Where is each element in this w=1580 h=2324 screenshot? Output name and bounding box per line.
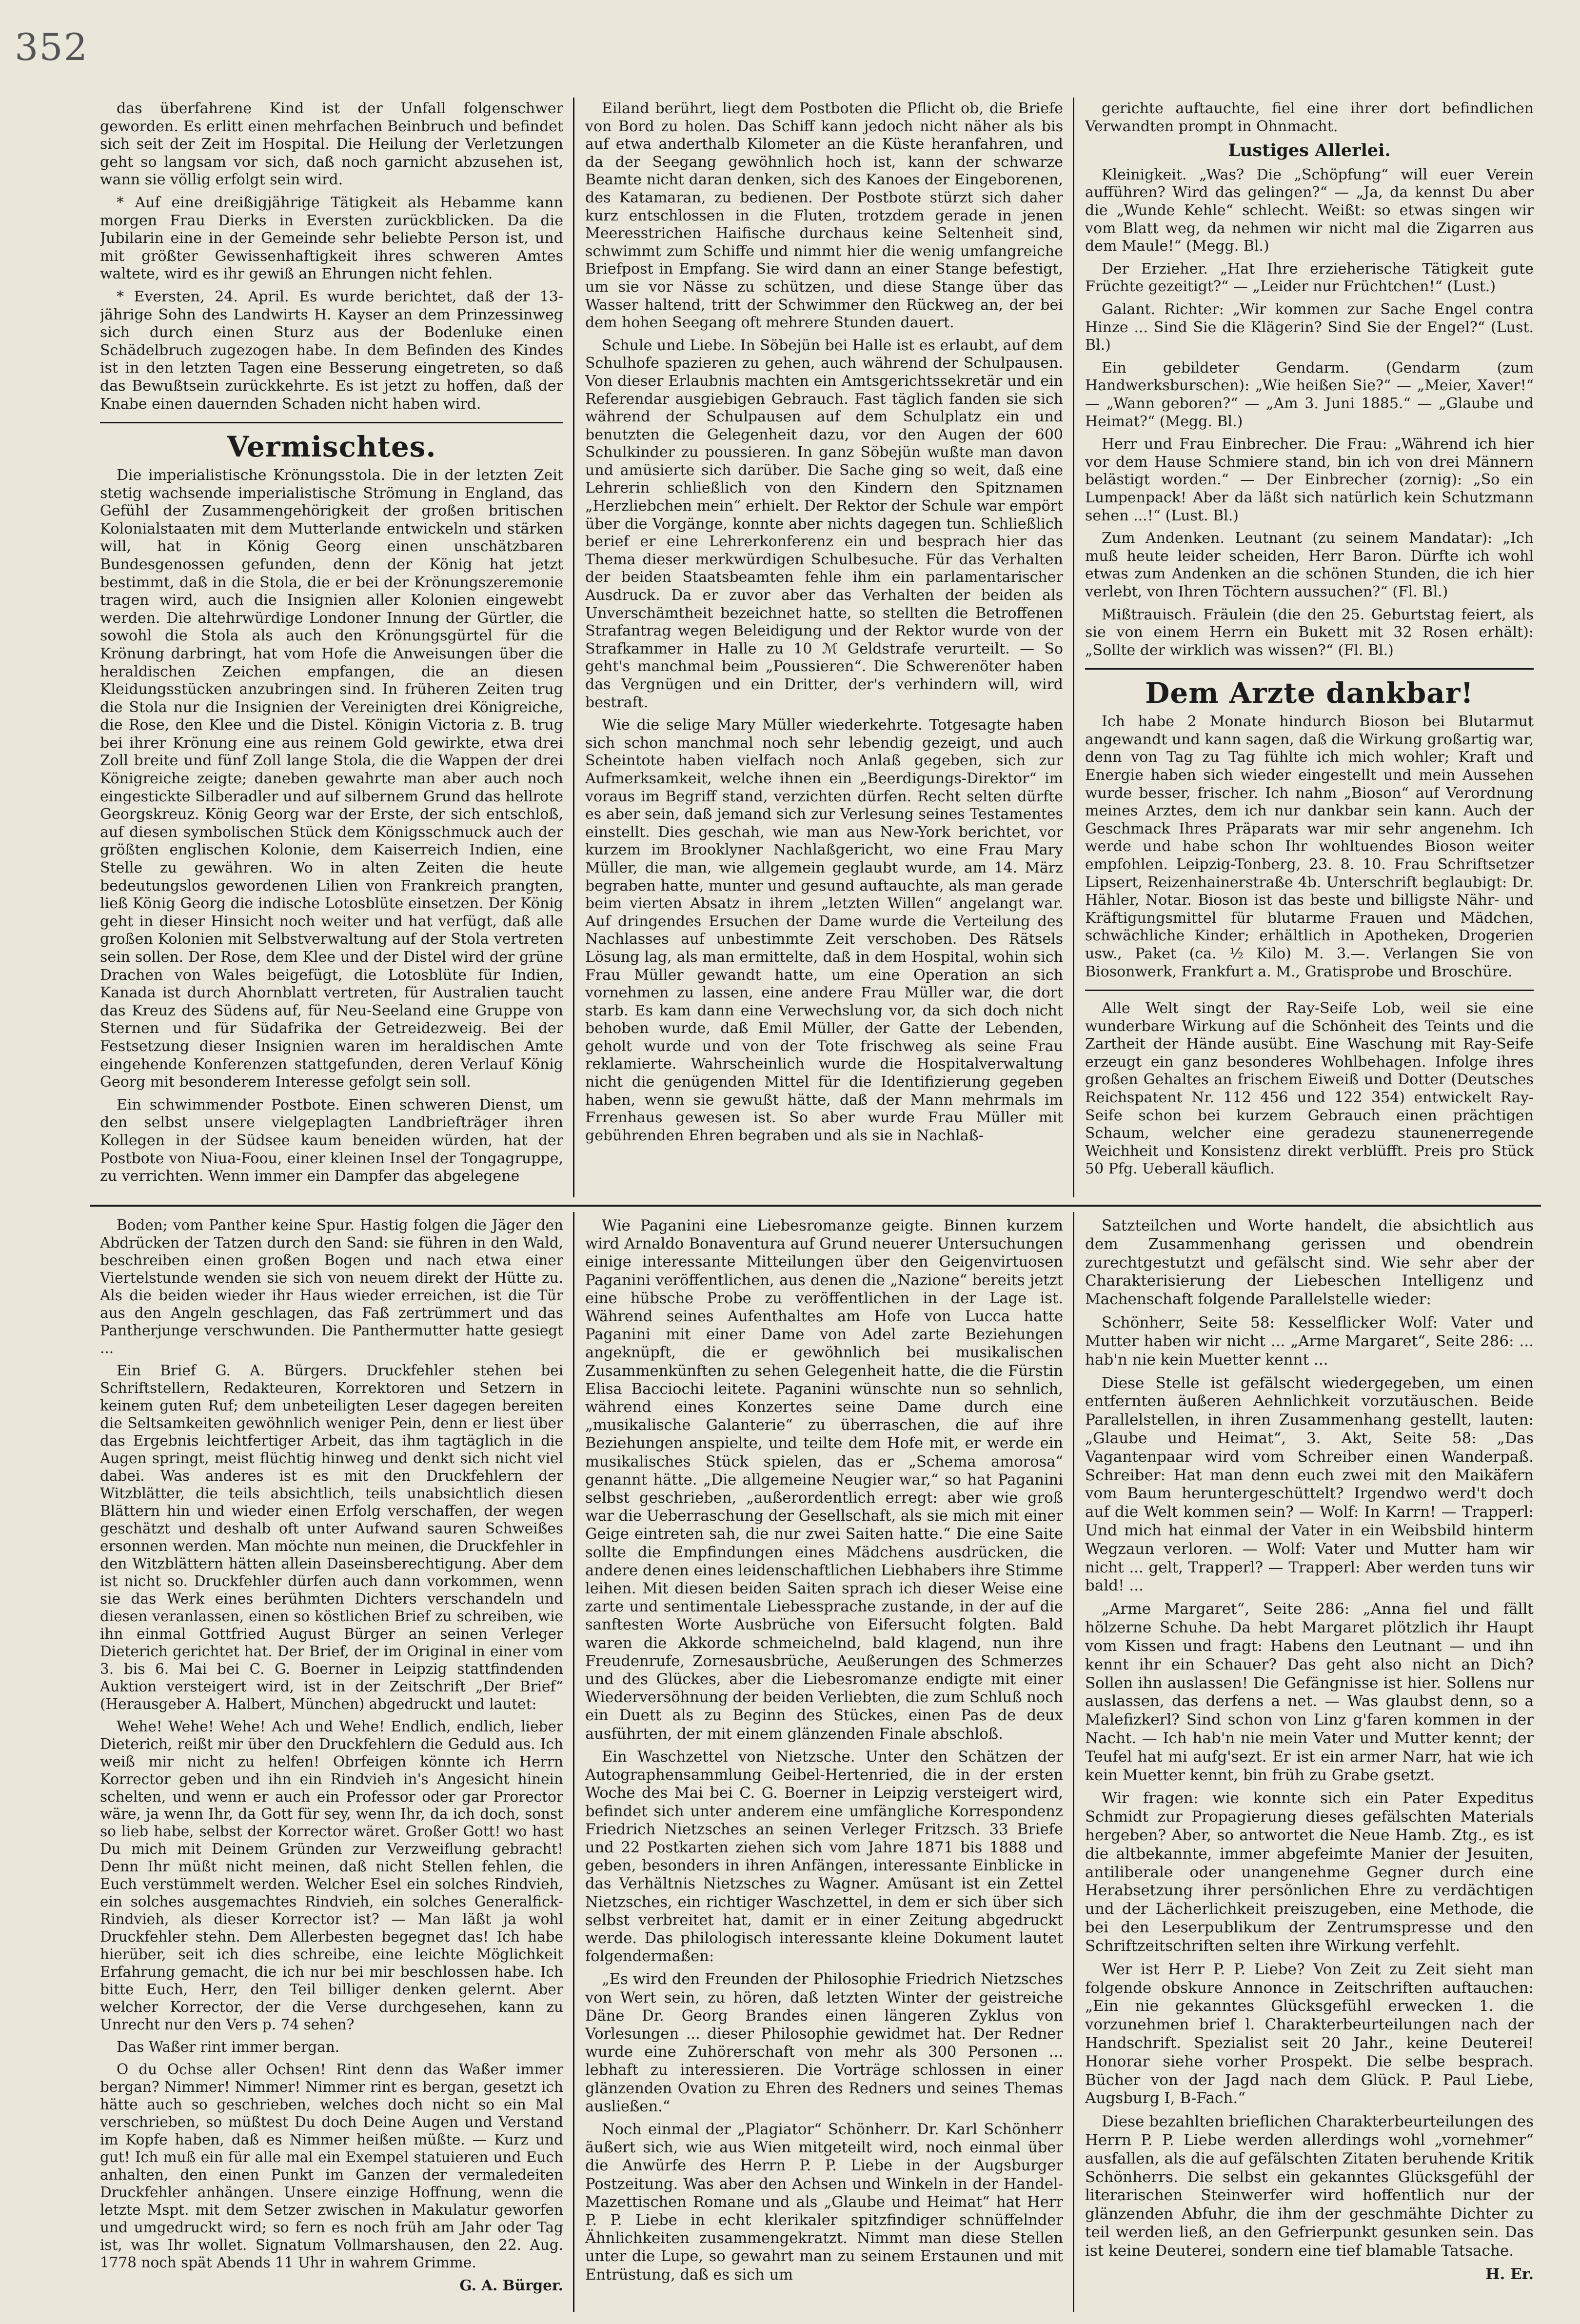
- column-divider: [573, 98, 574, 1197]
- upper-column-2: [585, 100, 1063, 1195]
- paragraph: Wer ist Herr P. P. Liebe? Von Zeit zu Zeit sieht man folgende obskure Annonce in Zeitschriften auftauchen: „Ein nie gekanntes Glücksgefühl erwecken 1. die vorzunehmen brief l. Charakterbeurteilungen nach der Handschrift. Spezialist seit 20 Jahr., keine Deuterei! Honorar siehe vorher Prospekt. Die selbe besprach. Bücher von der Jagd nach dem Glück. P. Paul Liebe, Augsburg I, B-Fach.“: [1085, 1960, 1534, 2107]
- upper-column-3: [1085, 100, 1534, 1195]
- paragraph: Schönherr, Seite 58: Kesselflicker Wolf: Vater und Mutter haben wir nicht ... „Arme Margaret“, Seite 286: ... hab'n nie kein Muetter kennt ...: [1085, 1314, 1534, 1369]
- joke-item: Herr und Frau Einbrecher. Die Frau: „Während ich hier vor dem Hause Schmiere stand, bin ich von drei Männern belästigt worden.“ — Der Einbrecher (zornig): „So ein Lumpenpack! Aber da läßt sich natürlich kein Schutzmann sehen ...!“ (Lust. Bl.): [1085, 436, 1534, 524]
- paragraph: Satzteilchen und Worte handelt, die absichtlich aus dem Zusammenhang gerissen und obendrein zurechtgestutzt und gefälscht sind. Wie sehr aber der Charakterisierung der Liebeschen Intelligenz und Machenschaft folgende Parallelstelle wieder:: [1085, 1217, 1534, 1309]
- joke-item: Kleinigkeit. „Was? Die „Schöpfung“ will euer Verein aufführen? Wird das gelingen?“ — „Ja, da kennst Du aber die „Wunde Kehle“ schlecht. Weißt: so etwas singen wir vom Blatt weg, da nehmen wir nicht mal die Zigarren aus dem Maule!“ (Megg. Bl.): [1085, 166, 1534, 255]
- lower-column-2: [585, 1217, 1063, 2309]
- ad-text: Ich habe 2 Monate hindurch Bioson bei Blutarmut angewandt und kann sagen, daß die Wirkung großartig war, denn von Tag zu Tag fühlte ich mich wohler; Kraft und Energie haben sich wieder eingestellt und mein Aussehen wurde besser, frischer. Ich nahm „Bioson“ auf Verordnung meines Arztes, dem ich nur dankbar sein kann. Auch der Geschmack Ihres Präparats war mir sehr angenehm. Ich werde und habe schon Ihr wohltuendes Bioson weiter empfohlen. Leipzig-Tonberg, 23. 8. 10. Frau Schriftsetzer Lipsert, Reizenhainerstraße 4b. Unterschrift beglaubigt: Dr. Hähler, Notar. Bioson ist das beste und billigste Nähr- und Kräftigungsmittel für blutarme Frauen und Mädchen, schwächliche Kinder; erhältlich in Apotheken, Drogerien usw., Paket (ca. ½ Kilo) M. 3.—. Verlangen Sie von Biosonwerk, Frankfurt a. M., Gratisprobe und Broschüre.: [1085, 713, 1534, 980]
- lower-column-3: [1085, 1217, 1534, 2309]
- column-divider: [573, 1212, 574, 2312]
- column-divider: [1073, 98, 1074, 1197]
- signature: G. A. Bürger.: [459, 2277, 563, 2294]
- paragraph: Ein Waschzettel von Nietzsche. Unter den Schätzen der Autographensammlung Geibel-Hertenried, die in der ersten Woche des Mai bei C. G. Boerner in Leipzig versteigert wird, befindet sich unter anderem eine umfängliche Korrespondenz Friedrich Nietzsches an seinen Verleger Fritzsch. 33 Briefe und 22 Postkarten ziehen sich vom Jahre 1871 bis 1888 und geben, besonders in ihren Anfängen, interessante Einblicke in das Verhältnis Nietzsches zu Wagner. Amüsant ist ein Zettel Nietzsches, ein richtiger Waschzettel, in dem er sich über sich selbst verbreitet hat, damit er in einer Zeitung abgedruckt werde. Das philologisch interessante kleine Dokument lautet folgendermaßen:: [585, 1748, 1063, 1966]
- ad-heading: Dem Arzte dankbar!: [1145, 676, 1474, 710]
- joke-item: Ein gebildeter Gendarm. (Gendarm (zum Handwerksburschen): „Wie heißen Sie?“ — „Meier, Xaver!“ — „Wann geboren?“ — „Am 3. Juni 1885.“ — „Glaube und Heimat?“ (Megg. Bl.): [1085, 359, 1534, 430]
- paragraph: Ein Brief G. A. Bürgers. Druckfehler stehen bei Schriftstellern, Redakteuren, Korrektoren und Setzern in keinem guten Ruf; dem unbeteiligten Leser dagegen bereiten die Seltsamkeiten gewöhnlich weniger Pein, denn er liest über das Ergebnis leichtfertiger Arbeit, das ihm tagtäglich in die Augen springt, meist flüchtig hinweg und denkt sich nicht viel dabei. Was anderes ist es mit den Druckfehlern der Witzblätter, die teils absichtlich, teils unabsichtlich diesen Blättern hin und wieder einen Erfolg verschaffen, der wegen geschätzt und deshalb oft unter Aufwand sauren Schweißes ersonnen werden. Man möchte nun meinen, die Druckfehler in den Witzblättern hätten allein Daseinsberechtigung. Aber dem ist nicht so. Druckfehler dürfen auch dann vorkommen, wenn sie das Werk eines berühmten Dichters verschandeln und diesen veranlassen, einen so köstlichen Brief zu schreiben, wie ihn einmal Gottfried August Bürger an seinen Verleger Dieterich gerichtet hat. Der Brief, der im Original in einer vom 3. bis 6. Mai bei C. G. Boerner in Leipzig stattfindenden Auktion versteigert wird, ist in der Zeitschrift „Der Brief“ (Herausgeber A. Halbert, München) abgedruckt und lautet:: [100, 1362, 563, 1712]
- paragraph: Die imperialistische Krönungsstola. Die in der letzten Zeit stetig wachsende imperialistische Strömung in England, das Gefühl der Zusammengehörigkeit der großen britischen Kolonialstaaten mit dem Mutterlande entwickeln und stärken will, hat in König Georg einen unschätzbaren Bundesgenossen gefunden, denn der König hat jetzt bestimmt, daß in die Stola, die er bei der Krönungszeremonie tragen wird, auch die Insignien aller Kolonien eingewebt werden. Die altehrwürdige Londoner Innung der Gürtler, die sowohl die Stola als auch den Krönungsgürtel für die Krönung darbringt, hat vom Hofe die Anweisungen über die heraldischen Zeichen empfangen, die an diesen Kleidungsstücken anzubringen sind. In früheren Zeiten trug die Stola nur die Insignien der Vereinigten drei Königreiche, die Rose, den Klee und die Distel. Königin Victoria z. B. trug bei ihrer Krönung eine aus reinem Gold gewirkte, etwa drei Zoll breite und fünf Zoll lange Stola, die die Wappen der drei Königreiche zeigte; daneben gewahrte man aber auch noch eingestickte Silberadler und auf silbernem Grund das hellrote Georgskreuz. König Georg war der Erste, der sich entschloß, auf diesen symbolischen Stück dem Königsschmuck auch der größten englischen Kolonie, dem Kaiserreich Indien, eine Stelle zu gewähren. Wo in alten Zeiten die heute bedeutungslos gewordenen Lilien von Frankreich prangten, ließ König Georg die indische Lotosblüte einsetzen. Der König geht in dieser Hinsicht noch weiter und hat verfügt, daß alle großen Kolonien mit Selbstverwaltung auf der Stola vertreten sein sollen. Der Rose, dem Klee und der Distel wird der grüne Drachen von Wales beigefügt, die Lotosblüte für Indien, Kanada ist durch Ahornblatt vertreten, für Australien taucht das Kreuz des Südens auf, für Neu-Seeland eine Gruppe von Sternen und für Südafrika der Getreidezweig. Bei der Festsetzung dieser Insignien waren im heraldischen Amte eingehende Konferenzen stattgefunden, deren Verlauf König Georg mit besonderem Interesse gefolgt sein soll.: [100, 466, 563, 1091]
- paragraph: „Es wird den Freunden der Philosophie Friedrich Nietzsches von Wert sein, zu hören, daß letzten Winter der geistreiche Däne Dr. Georg Brandes einen längeren Zyklus von Vorlesungen ... dieser Philosophie gewidmet hat. Der Redner wurde eine Zuhörerschaft von mehr als 300 Personen ... lebhaft zu interessieren. Die Vorträge schlossen in einer glänzenden Ovation zu Ehren des Redners und seines Themas ausließen.“: [585, 1971, 1063, 2115]
- page-number: 352: [15, 25, 89, 69]
- joke-item: Der Erzieher. „Hat Ihre erzieherische Tätigkeit gute Früchte gezeitigt?“ — „Leider nur Früchtchen!“ (Lust.): [1085, 260, 1534, 296]
- section-rule: [1085, 990, 1534, 991]
- upper-col1-lead: [100, 100, 563, 413]
- upper-column-1: [100, 100, 563, 1195]
- paragraph: Schule und Liebe. In Söbejün bei Halle ist es erlaubt, auf dem Schulhofe spazieren zu gehen, auch während der Schulpausen. Von dieser Erlaubnis machten ein Amtsgerichtssekretär und ein Referendar ausgiebigen Gebrauch. Fast täglich fanden sie sich während der Schulpausen auf dem Schulplatz ein und benutzten die Gelegenheit dazu, vor den Augen der 600 Schulkinder zu poussieren. In ganz Söbejün wußte man davon und amüsierte sich darüber. Die Sache ging so weit, daß eine Lehrerin schließlich von den Kindern den Spitznamen „Herzliebchen mein“ erhielt. Der Rektor der Schule war empört über die Vorgänge, konnte aber nichts dagegen tun. Schließlich berief er eine Lehrerkonferenz ein und besprach hier das Thema dieser merkwürdigen Schulbesuche. Für das Verhalten der beiden Staatsbeamten fehle ihm ein parlamentarischer Ausdruck. Da er zuvor aber das Verhalten der beiden als Unverschämtheit bezeichnet hatte, so stellten die Betroffenen Strafantrag wegen Beleidigung und der Rektor wurde von der Strafkammer in Halle zu 10 ℳ Geldstrafe verurteilt. — So geht's manchmal beim „Poussieren“. Die Schwerenöter haben das Vergnügen und ein Dritter, der's verhindern will, wird bestraft.: [585, 337, 1063, 711]
- paragraph: Ein schwimmender Postbote. Einen schweren Dienst, um den selbst unsere vielgeplagten Landbriefträger ihren Kollegen in der Südsee kaum beneiden würden, hat der Postbote von Niua-Foou, einer kleinen Insel der Tongagruppe, zu verrichten. Wenn immer ein Dampfer das abgelegene: [100, 1096, 563, 1185]
- signature: H. Er.: [1485, 2265, 1534, 2283]
- section-heading-vermischtes: Vermischtes.: [227, 430, 436, 464]
- section-divider: [90, 1205, 1541, 1207]
- paragraph: gerichte auftauchte, fiel eine ihrer dort befindlichen Verwandten prompt in Ohnmacht.: [1085, 100, 1534, 135]
- paragraph: * Auf eine dreißigjährige Tätigkeit als Hebamme kann morgen Frau Dierks in Eversten zurückblicken. Da die Jubilarin eine in der Gemeinde sehr beliebte Person ist, und mit größter Gewissenhaftigkeit ihres schweren Amtes waltete, wird es ihr gewiß an Ehrungen nicht fehlen.: [100, 194, 563, 283]
- paragraph: Das Waßer rint immer bergan.: [117, 2039, 340, 2056]
- paragraph: Wehe! Wehe! Wehe! Ach und Wehe! Endlich, endlich, lieber Dieterich, reißt mir über den Druckfehlern die Geduld aus. Ich weiß mir nicht zu helfen! Obrfeigen könnte ich Herrn Korrector geben und ihn ein Rindvieh in's Angesicht hinein schelten, und wenn er auch ein Professor oder gar Prorector wäre, ja wenn Ihr, da Gott für sey, wenn Ihr, da ich doch, sonst so lieb habe, selbst der Korrector wäret. Großer Gott! wo hast Du mich mit Deinem Gründen zur Verzweiflung gebracht! Denn Ihr müßt nicht meinen, daß nicht Stellen fehlen, die Euch verstümmelt werden. Welcher Esel ein solches Rindvieh, ein solches ausgemachtes Rindvieh, ein solches Generalfick-Rindvieh, als dieser Korrector ist? — Man läßt ja wohl Druckfehler stehn. Dem Allerbesten begegnet das! Ich habe hierüber, seit ich dies schreibe, eine leichte Möglichkeit Erfahrung gemacht, die ich nur bei mir beschlossen habe. Ich bitte Euch, Herr, den Teil billiger denken gelernt. Aber welcher Korrector, der die Verse durchgesehen, kann zu Unrecht nur den Vers p. 74 sehen?: [100, 1718, 563, 2033]
- paragraph: Boden; vom Panther keine Spur. Hastig folgen die Jäger den Abdrücken der Tatzen durch den Sand: sie führen in den Wald, beschreiben einen großen Bogen und nach etwa einer Viertelstunde wenden sie sich von neuem direkt der Hütte zu. Als die beiden wieder ihr Haus wieder erreichen, ist die Tür aus den Angeln geschlagen, das Faß zertrümmert und das Pantherjunge verschwunden. Die Panthermutter hatte gesiegt ...: [100, 1217, 563, 1356]
- paragraph: das überfahrene Kind ist der Unfall folgenschwer geworden. Es erlitt einen mehrfachen Beinbruch und befindet sich seit der Zeit im Hospital. Die Heilung der Verletzungen geht so langsam vor sich, daß noch garnicht abzusehen ist, wann sie völlig erfolgt sein wird.: [100, 100, 563, 189]
- section-rule: [1085, 668, 1534, 670]
- paragraph: Wie die selige Mary Müller wiederkehrte. Totgesagte haben sich schon manchmal noch sehr lebendig gezeigt, und auch Scheintote haben vielfach noch Anlaß gegeben, sich zur Aufmerksamkeit, welche ihnen ein „Beerdigungs-Direktor“ im voraus im Begriff stand, verzichten dürfen. Recht selten dürfte es aber sein, daß jemand sich zur Verlesung seines Testamentes einstellt. Dies geschah, wie man aus New-York berichtet, vor kurzem im Brooklyner Nachlaßgericht, wo eine Frau Mary Müller, die man, wie allgemein geglaubt wurde, am 14. März begraben hatte, munter und gesund auftauchte, als man gerade beim vierten Absatz in ihrem „letzten Willen“ angelangt war. Auf dringendes Ersuchen der Dame wurde die Verteilung des Nachlasses auf unbestimmte Zeit verschoben. Des Rätsels Lösung lag, als man ermittelte, daß in dem Hospital, wohin sich Frau Müller gewandt hatte, um eine Operation an sich vornehmen zu lassen, eine andere Frau Müller war, die dort starb. Es kam dann eine Verwechslung vor, da sich doch nicht behoben wurde, daß Emil Müller, der Gatte der Lebenden, geholt wurde und von der Tote frischweg als seine Frau reklamierte. Wahrscheinlich wurde die Hospitalverwaltung nicht die genügenden Mittel für die Identifizierung gegeben haben, wenn sie gewußt hätte, daß der Mann mehrmals im Frrenhaus gewesen ist. So aber wurde Frau Müller mit gebührenden Ehren begraben und als sie in Nachlaß-: [585, 716, 1063, 1144]
- joke-item: Galant. Richter: „Wir kommen zur Sache Engel contra Hinze ... Sind Sie die Klägerin? Sind Sie der Engel?“ (Lust. Bl.): [1085, 301, 1534, 354]
- section-rule: [100, 422, 563, 423]
- joke-item: Zum Andenken. Leutnant (zu seinem Mandatar): „Ich muß heute leider scheiden, Herr Baron. Dürfte ich wohl etwas zum Andenken an die schönen Stunden, die ich hier verlebt, von Ihren Töchtern aussuchen?“ (Fl. Bl.): [1085, 530, 1534, 600]
- paragraph: * Eversten, 24. April. Es wurde berichtet, daß der 13-jährige Sohn des Landwirts H. Kayser an dem Prinzessinweg sich durch einen Sturz aus der Bodenluke einen Schädelbruch zugezogen habe. In dem Befinden des Kindes ist in den letzten Tagen eine Besserung eingetreten, so daß das Bewußtsein zurückkehrte. Es ist jetzt zu hoffen, daß der Knabe einen dauernden Schaden nicht haben wird.: [100, 288, 563, 413]
- paragraph: Diese bezahlten brieflichen Charakterbeurteilungen des Herrn P. P. Liebe werden allerdings wohl „vornehmer“ ausfallen, als die auf gefälschten Zitaten beruhende Kritik Schönherrs. Die selbst ein gekanntes Glücksgefühl der literarischen Steinwerfer wird hoffentlich nur der glänzenden Abfuhr, die ihm der geschmähte Dichter zu teil werden ließ, an den Gefrierpunkt gesunken sein. Das ist keine Deuterei, sondern eine tief blamable Tatsache.: [1085, 2113, 1534, 2260]
- paragraph: „Arme Margaret“, Seite 286: „Anna fiel und fällt hölzerne Schuhe. Da hebt Margaret plötzlich ihr Haupt vom Kissen und fragt: Habens den Leutnant — und ihn kennt ihr ein Schauer? Das geht also nicht an Dich? Sollen ihn auslassen! Die Gefängnisse ist hier. Sollens nur auslassen, das derfens a net. — Was glaubst denn, so a Malefizkerl? Sind schon von Linz g'faren kommen in der Nacht. — Ich hab'n nie mein Vater und Mutter kennt; der Teufel hat mi aufg'sezt. Er ist ein armer Narr, hat wie ich kein Muetter kennt, bin früh zu Grabe gsetzt.: [1085, 1600, 1534, 1784]
- ad-text: Alle Welt singt der Ray-Seife Lob, weil sie eine wunderbare Wirkung auf die Schönheit des Teints und die Zartheit der Hände ausübt. Eine Waschung mit Ray-Seife erzeugt ein ganz besonderes Wohlbehagen. Infolge ihres großen Gehaltes an frischem Eiweiß und Dotter (Deutsches Reichspatent Nr. 112 456 und 122 354) entwickelt Ray-Seife schon bei kurzem Gebrauch einen prächtigen Schaum, welcher eine geradezu staunenerregende Weichheit und Konsistenz direkt verblüfft. Preis pro Stück 50 Pfg. Ueberall käuflich.: [1085, 1000, 1534, 1178]
- paragraph: Noch einmal der „Plagiator“ Schönherr. Dr. Karl Schönherr äußert sich, wie aus Wien mitgeteilt wird, noch einmal über die Anwürfe des Herrn P. P. Liebe in der Augsburger Postzeitung. Was aber den Achsen und Winkeln in der Handel-Mazettischen Romane und als „Glaube und Heimat“ hat Herr P. P. Liebe in echt klerikaler spitzfindiger schnüffelnder Ähnlichkeiten zusammengekratzt. Nimmt man diese Stellen unter die Lupe, so gewahrt man zu seinem Erstaunen und mit Entrüstung, daß es sich um: [585, 2121, 1063, 2284]
- paragraph: Diese Stelle ist gefälscht wiedergegeben, um einen entfernten äußeren Aehnlichkeit vorzutäuschen. Beide Parallelstellen, in ihren Zusammenhang gestellt, lauten: „Glaube und Heimat“, 3. Akt, Seite 58: „Das Vagantenpaar wird vom Schreiber einen Wanderpaß. Schreiber: Hat man denn euch zwei mit den Maikäfern vom Baum heruntergeschüttelt? Irgendwo werd't doch auf die Welt kommen sein? — Wolf: In Karrn! — Trapperl: Und mich hat einmal der Vater in ein Weibsbild hinterm Wegzaun verloren. — Wolf: Vater und Mutter ham wir nicht ... gelt, Trapperl? — Trapperl: Aber werden tuns wir bald! ...: [1085, 1374, 1534, 1595]
- paragraph: Wie Paganini eine Liebesromanze geigte. Binnen kurzem wird Arnaldo Bonaventura auf Grund neuerer Untersuchungen einige interessante Mitteilungen über den Geigenvirtuosen Paganini veröffentlichen, aus denen die „Nazione“ bereits jetzt eine hübsche Probe zu veröffentlichen in der Lage ist. Während seines Aufenthaltes am Hofe von Lucca hatte Paganini mit einer Dame von Adel zarte Beziehungen angeknüpft, die er gewöhnlich bei musikalischen Zusammenkünften zu sehen Gelegenheit hatte, die die Fürstin Elisa Bacciochi leitete. Paganini wünschte nun so sehnlich, während eines Konzertes seine Dame durch eine „musikalische Galanterie“ zu überraschen, die auf ihre Beziehungen anspielte, und teilte dem Hofe mit, er werde ein musikalisches Stück spielen, das er „Schema amorosa“ genannt hätte. „Die allgemeine Neugier war,“ so hat Paganini selbst geschrieben, „außerordentlich erregt: aber wie groß war die Ueberraschung der Gesellschaft, als sie mich mit einer Geige eintreten sah, die nur zwei Saiten hatte.“ Die eine Saite sollte die Empfindungen eines Mädchens ausdrücken, die andere denen eines leidenschaftlichen Liebhabers ihre Stimme leihen. Mit diesen beiden Saiten sprach ich dieser Weise eine zarte und sentimentale Liebessprache zustande, in der auf die sanftesten Worte Ausbrüche von Eifersucht folgten. Bald waren die Akkorde schmeichelnd, bald klagend, nun ihre Freudenrufe, Zornesausbrüche, Aeußerungen des Schmerzes und des Glückes, aber die Liebesromanze endigte mit einer Wiederversöhnung der beiden Verliebten, die zum Schluß noch ein Duett als zu Beginn des Stückes, einen Pas de deux ausführten, der mit einem glänzenden Finale abschloß.: [585, 1217, 1063, 1743]
- lower-column-1: [100, 1217, 563, 2309]
- column-divider: [1073, 1212, 1074, 2312]
- paragraph: Eiland berührt, liegt dem Postboten die Pflicht ob, die Briefe von Bord zu holen. Das Schiff kann jedoch nicht näher als bis auf etwa anderthalb Kilometer an die Küste heranfahren, und da der Seegang gewöhnlich hoch ist, kann der schwarze Beamte nicht daran denken, sich des Kanoes der Eingeborenen, des Katamaran, zu bedienen. Der Postbote stürzt sich daher kurz entschlossen in die Fluten, trotzdem gerade in jenen Meeresstrichen Haifische durchaus keine Seltenheit sind, schwimmt zum Schiffe und nimmt hier die wenig umfangreiche Briefpost in Empfang. Sie wird dann an einer Stange befestigt, um sie vor Nässe zu schützen, und diese Stange über das Wasser haltend, tritt der Schwimmer den Rückweg an, der bei dem hohen Seegang oft mehrere Stunden dauert.: [585, 100, 1063, 332]
- paragraph: Wir fragen: wie konnte sich ein Pater Expeditus Schmidt zur Propagierung dieses gefälschten Materials hergeben? Aber, so antwortet die Neue Hamb. Ztg., es ist die altbekannte, immer abgefeimte Manier der Jesuiten, antiliberale oder unangenehme Gegner durch eine Herabsetzung ihrer persönlichen Ehre zu verdächtigen und der Lächerlichkeit preiszugeben, eine Methode, die bei den Leserpublikum der Zentrumspresse und den Schriftzeitschriften selten ihre Wirkung verfehlt.: [1085, 1789, 1534, 1955]
- section-heading-lustiges-allerlei: Lustiges Allerlei.: [1228, 140, 1391, 161]
- joke-item: Mißtrauisch. Fräulein (die den 25. Geburtstag feiert, als sie von einem Herrn ein Bukett mit 32 Rosen erhält): „Sollte der wirklich was wissen?“ (Fl. Bl.): [1085, 606, 1534, 659]
- paragraph: O du Ochse aller Ochsen! Rint denn das Waßer immer bergan? Nimmer! Nimmer! Nimmer rint es bergan, gesetzt ich hätte auch so geschrieben, welches doch nicht so ein Mal verschrieben, so müßtest Du doch Deine Augen und Verstand im Kopfe haben, daß es Nimmer heißen müßte. — Kurz und gut! Ich muß ein für alle mal ein Exempel statuieren und Euch anhalten, den einen Punkt im Ganzen der vermaledeiten Druckfehler anhängen. Unsere einzige Hoffnung, wenn die letzte Mspt. mit dem Setzer zwischen in Makulatur geworfen und umgedruckt wird; so fern es noch früh am Jahr oder Tag ist, was Ihr wollet. Signatum Vollmarshausen, den 22. Aug. 1778 noch spät Abends 11 Uhr in wahrem Grimme.: [100, 2061, 563, 2271]
